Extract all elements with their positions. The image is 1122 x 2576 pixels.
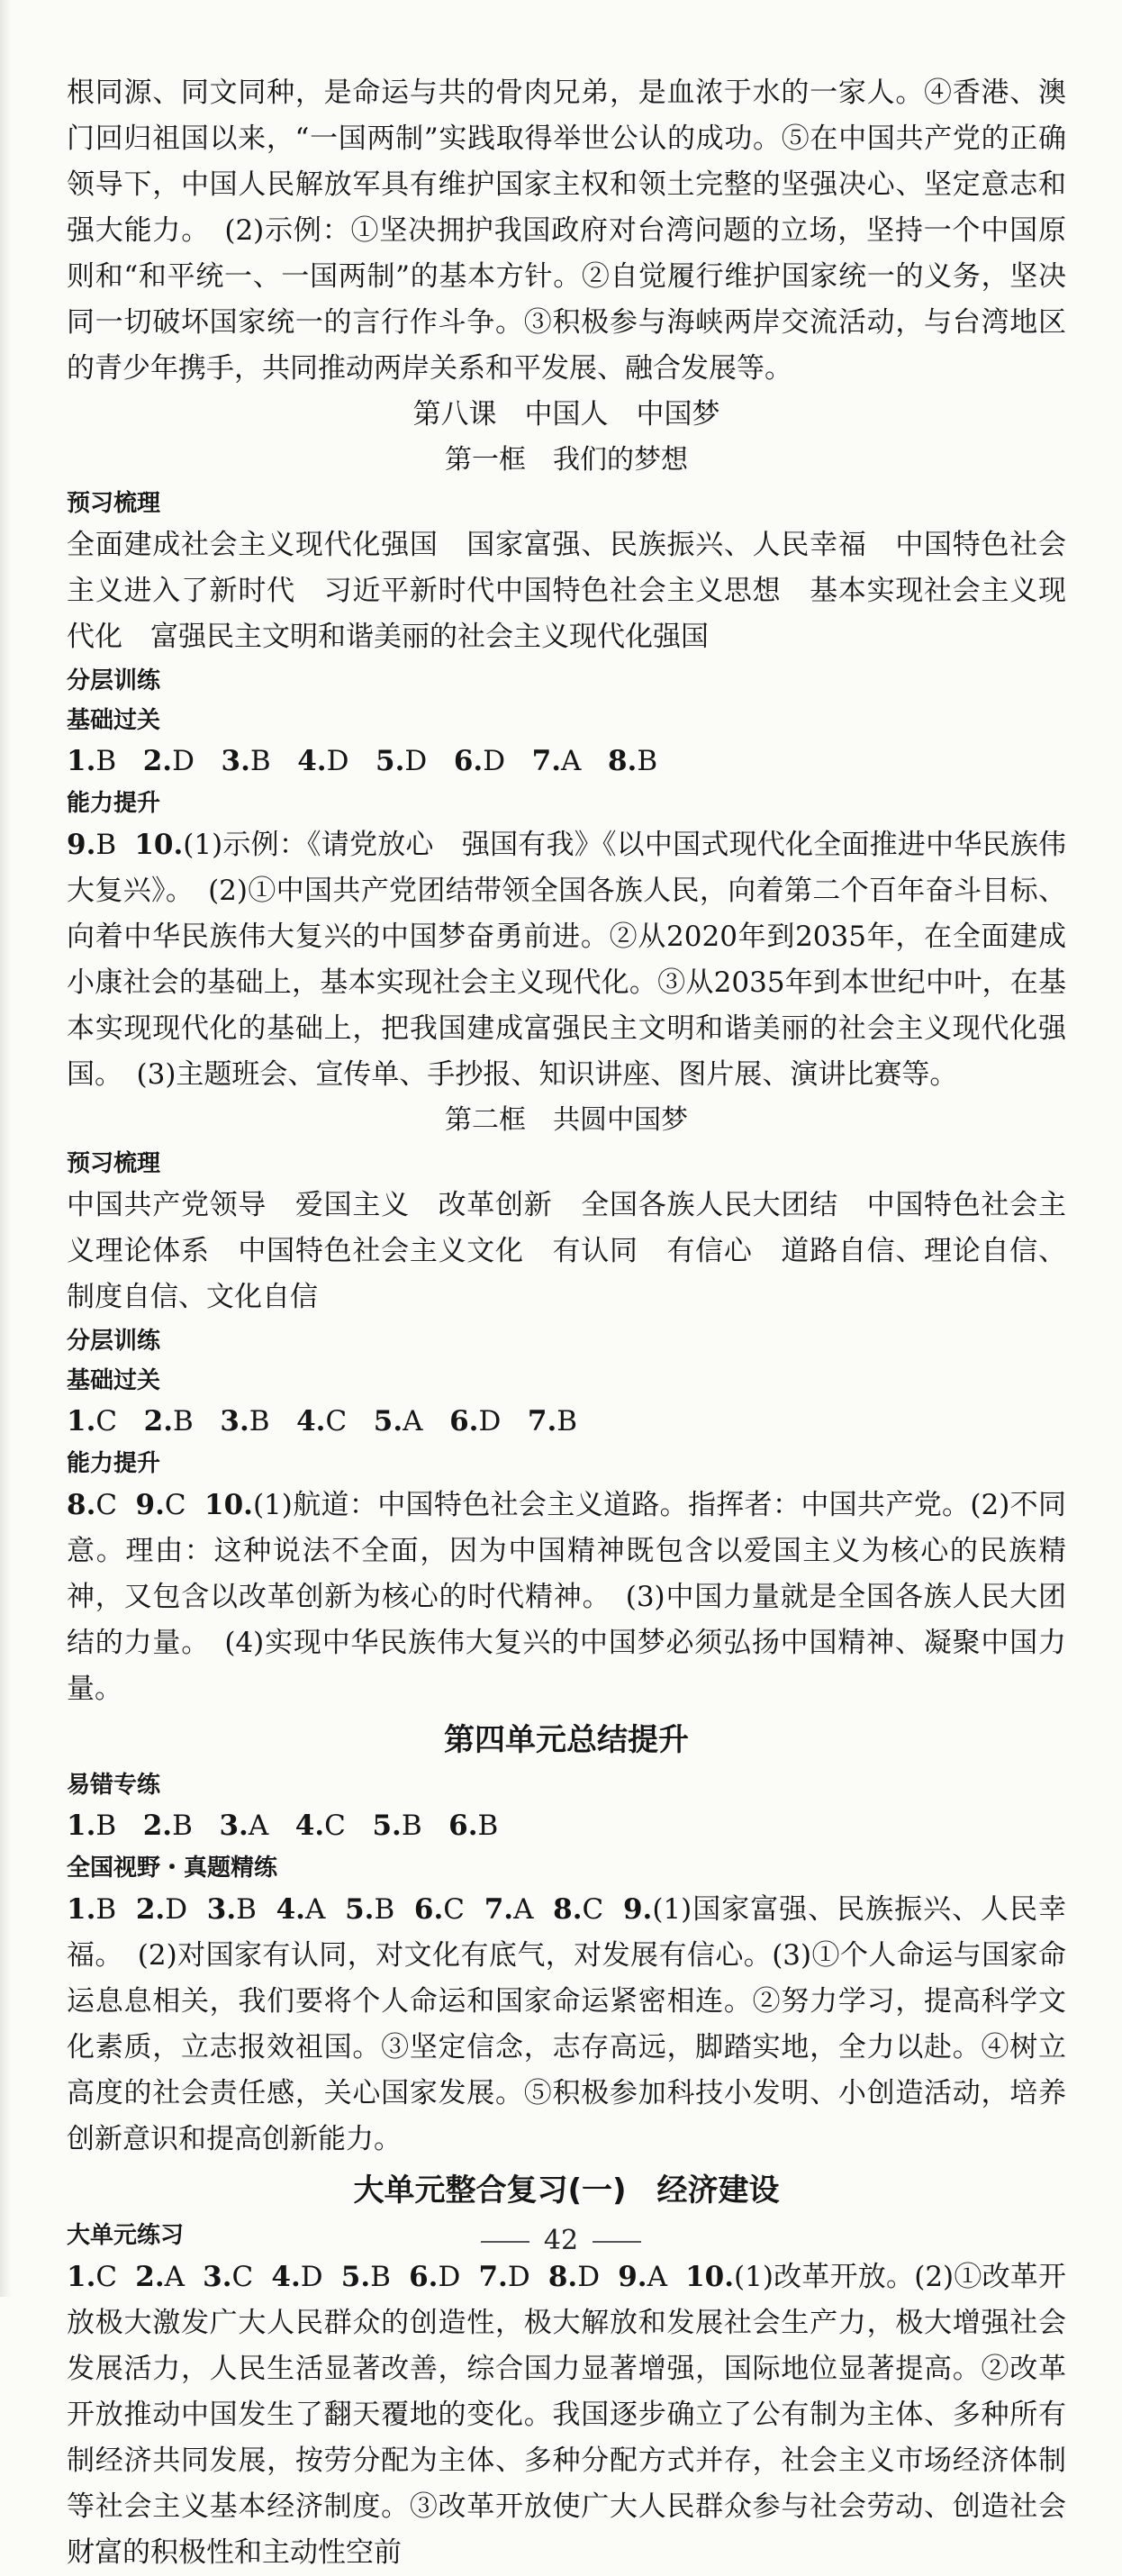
answer-item: 2.B bbox=[142, 1810, 193, 1842]
section-label: 易错专练 bbox=[67, 1772, 161, 1799]
answer-item: 1.B bbox=[67, 1810, 117, 1842]
answer-item: 1.B bbox=[67, 1893, 117, 1926]
answer-item: 2.A bbox=[135, 2261, 185, 2293]
page-number: 42 bbox=[0, 2225, 1122, 2256]
answer-item: 7.A bbox=[484, 1893, 534, 1926]
answer-item: 6.D bbox=[453, 745, 506, 777]
answer-item: 1.C bbox=[67, 2261, 118, 2293]
review-answers: 1.C 2.A 3.C 4.D 5.B 6.D 7.D 8.D 9.A 10.(1)改革开放。(2)①改革开放极大激发广大人民群众的创造性，极大解放和发展社会生产力，极大增强社会发展活力，人民生活显著改善，综合国力显著增强，国际地位显著提高。②改革开放推动中国发生了翻天覆地的变化。我国逐步确立了公有制为主体、多种所有制经济共同发展，按劳分配为主体、多种分配方式并存，社会主义市场经济体制等社会主义基本经济制度。③改革开放使广大人民群众参与社会劳动、创造社会财富的积极性和主动性空前 bbox=[67, 2261, 1066, 2569]
preview-answers: 中国共产党领导 爱国主义 改革创新 全国各族人民大团结 中国特色社会主义理论体系 中国特色社会主义文化 有认同 有信心 道路自信、理论自信、制度自信、文化自信 bbox=[67, 1189, 1066, 1313]
section-label: 全国视野・真题精练 bbox=[67, 1855, 278, 1882]
answer-row bbox=[67, 1400, 1066, 1443]
subsection-label: 基础过关 bbox=[67, 1367, 161, 1394]
answer-item: 4.A bbox=[276, 1893, 326, 1926]
answer-item: 7.B bbox=[527, 1405, 578, 1438]
section-label: 分层训练 bbox=[67, 667, 161, 694]
answer-item: 8.B bbox=[607, 745, 658, 777]
answer-item: 6.D bbox=[409, 2261, 461, 2293]
answer-item: 5.B bbox=[345, 1893, 395, 1926]
frame-title: 第一框 我们的梦想 bbox=[445, 444, 688, 476]
answer-item: 8.C bbox=[553, 1893, 604, 1926]
answer-item: 3.B bbox=[206, 1893, 257, 1926]
ability-answers: 8.C 9.C 10.(1)航道：中国特色社会主义道路。指挥者：中国共产党。(2)不同意。理由：这种说法不全面，因为中国精神既包含以爱国主义为核心的民族精神，又包含以改革创新为核心的时代精神。 (3)中国力量就是全国各族人民大团结的力量。 (4)实现中华民族伟大复兴的中国梦必须弘扬中国精神、凝聚中国力量。 bbox=[67, 1489, 1066, 1705]
section-label: 预习梳理 bbox=[67, 490, 161, 517]
preview-answers: 全面建成社会主义现代化强国 国家富强、民族振兴、人民幸福 中国特色社会主义进入了新时代 习近平新时代中国特色社会主义思想 基本实现社会主义现代化 富强民主文明和谐美丽的社会主义现代化强国 bbox=[67, 529, 1066, 653]
answer-item: 1.B bbox=[67, 745, 117, 777]
answer-item: 2.B bbox=[143, 1405, 194, 1438]
answer-item: 8.D bbox=[547, 2261, 601, 2293]
answer-item: 4.C bbox=[294, 1810, 346, 1842]
answer-item: 3.B bbox=[221, 745, 271, 777]
answer-item: 9.A bbox=[618, 2261, 667, 2293]
continued-answer-paragraph: 根同源、同文同种，是命运与共的骨肉兄弟，是血浓于水的一家人。④香港、澳门回归祖国以来，“一国两制”实践取得举世公认的成功。⑤在中国共产党的正确领导下，中国人民解放军具有维护国家主权和领土完整的坚强决心、坚定意志和强大能力。 (2)示例：①坚决拥护我国政府对台湾问题的立场，坚持一个中国原则和“和平统一、一国两制”的基本方针。②自觉履行维护国家统一的义务，坚决同一切破坏国家统一的言行作斗争。③积极参与海峡两岸交流活动，与台湾地区的青少年携手，共同推动两岸关系和平发展、融合发展等。 bbox=[67, 77, 1066, 385]
answer-item: 5.B bbox=[372, 1810, 422, 1842]
national-answers: 1.B 2.D 3.B 4.A 5.B 6.C 7.A 8.C 9.(1)国家富强、民族振兴、人民幸福。 (2)对国家有认同，对文化有底气，对发展有信心。(3)①个人命运与国家命运息息相关，我们要将个人命运和国家命运紧密相连。②努力学习，提高科学文化素质，立志报效祖国。③坚定信念，志存高远，脚踏实地，全力以赴。④树立高度的社会责任感，关心国家发展。⑤积极参加科技小发明、小创造活动，培养创新意识和提高创新能力。 bbox=[67, 1893, 1067, 2155]
answer-row bbox=[67, 739, 1066, 783]
answer-item: 2.D bbox=[135, 1893, 188, 1926]
answer-item: 5.A bbox=[373, 1405, 423, 1438]
answer-item: 1.C bbox=[67, 1405, 118, 1438]
answer-item: 3.C bbox=[203, 2261, 254, 2293]
section-label: 分层训练 bbox=[67, 1328, 161, 1355]
answer-item: 4.D bbox=[297, 745, 349, 777]
content-column bbox=[67, 70, 1066, 2576]
subsection-label: 基础过关 bbox=[67, 707, 161, 734]
binding-gutter bbox=[0, 0, 11, 2297]
frame-title: 第二框 共圆中国梦 bbox=[445, 1104, 688, 1136]
answer-item: 7.D bbox=[478, 2261, 530, 2293]
answer-item: 4.D bbox=[271, 2261, 323, 2293]
answer-item: 6.D bbox=[449, 1405, 502, 1438]
unit-summary-title: 第四单元总结提升 bbox=[444, 1722, 689, 1758]
answer-item: 7.A bbox=[531, 745, 582, 777]
subsection-label: 能力提升 bbox=[67, 1450, 161, 1477]
answer-item: 4.C bbox=[296, 1405, 348, 1438]
subsection-label: 能力提升 bbox=[67, 790, 161, 817]
answer-item: 2.D bbox=[142, 745, 195, 777]
review-title: 大单元整合复习(一) 经济建设 bbox=[353, 2172, 780, 2209]
ability-answers: 9.B 10.(1)示例：《请党放心 强国有我》《以中国式现代化全面推进中华民族伟大复兴》。 (2)①中国共产党团结带领全国各族人民，向着第二个百年奋斗目标、向着中华民族伟大复兴的中国梦奋勇前进。②从2020年到2035年，在全面建成小康社会的基础上，基本实现社会主义现代化。③从2035年到本世纪中叶，在基本实现现代化的基础上，把我国建成富强民主文明和谐美丽的社会主义现代化强国。 (3)主题班会、宣传单、手抄报、知识讲座、图片展、演讲比赛等。 bbox=[67, 829, 1066, 1091]
answer-item: 3.A bbox=[219, 1810, 269, 1842]
answer-item: 6.B bbox=[448, 1810, 499, 1842]
answer-item: 5.D bbox=[376, 745, 428, 777]
page-number-dash-left bbox=[481, 2241, 529, 2243]
page-number-dash-right bbox=[593, 2241, 641, 2243]
answer-row bbox=[67, 1804, 1066, 1847]
lesson-title: 第八课 中国人 中国梦 bbox=[412, 398, 720, 431]
section-label: 大单元练习 bbox=[67, 2222, 185, 2249]
section-label: 预习梳理 bbox=[67, 1150, 161, 1177]
answer-item: 3.B bbox=[220, 1405, 270, 1438]
answer-item: 5.B bbox=[340, 2261, 391, 2293]
answer-item: 6.C bbox=[413, 1893, 466, 1926]
